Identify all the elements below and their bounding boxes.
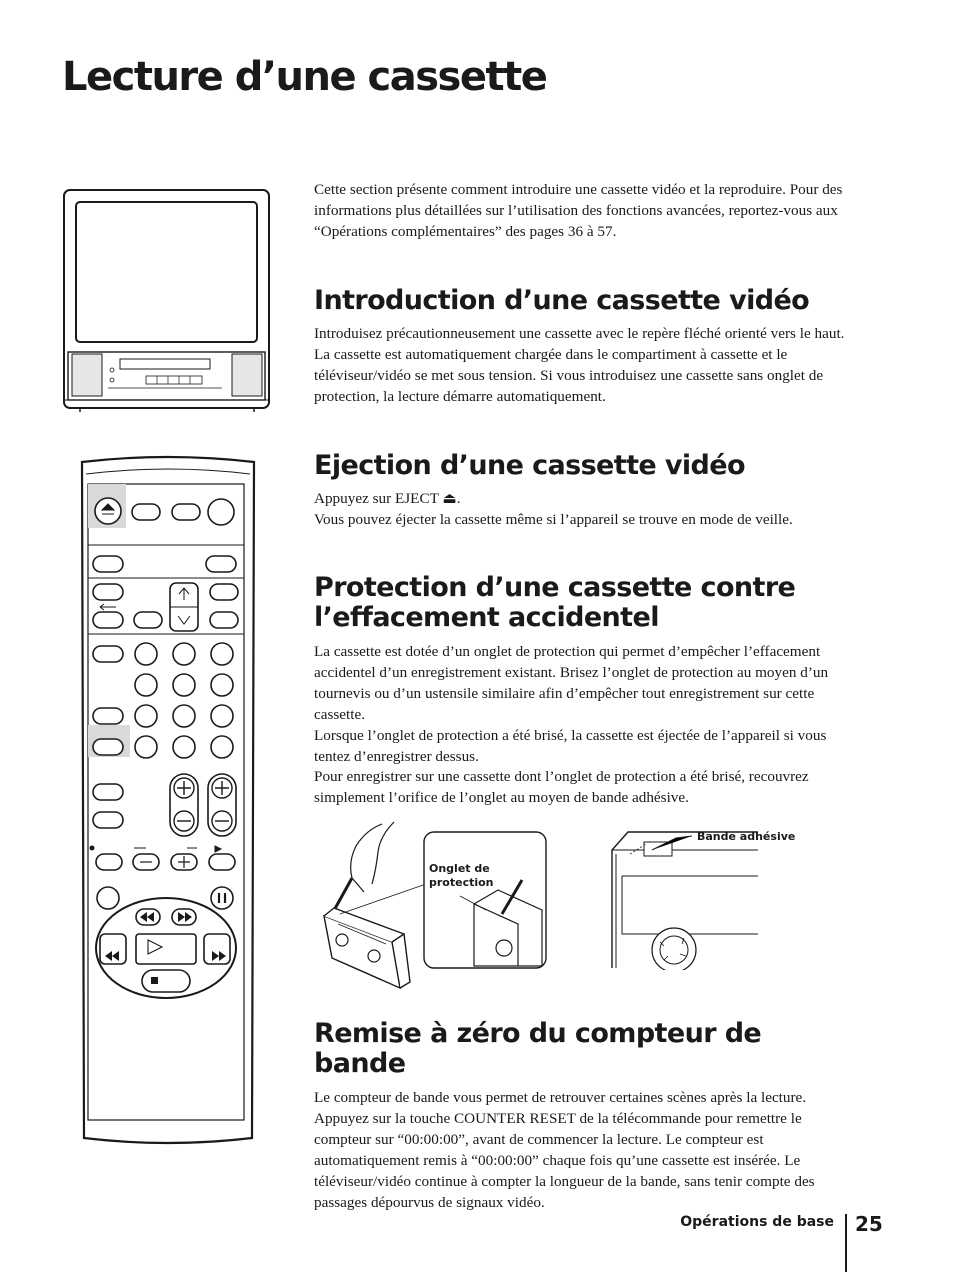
tab-label xyxy=(429,862,494,890)
heading-counter-line1: Remise à zéro du compteur de xyxy=(314,1018,762,1049)
tab-label-line2: protection xyxy=(429,876,494,889)
section-body-protection-para2: Lorsque l’onglet de protection a été brisé, la cassette est éjectée de l’appareil si vous tentez d’enregistrer dessus. xyxy=(314,726,827,765)
section-body-eject-line2: Vous pouvez éjecter la cassette même si l’appareil se trouve en mode de veille. xyxy=(314,510,793,528)
heading-counter-line2: bande xyxy=(314,1048,406,1079)
page-number: 25 xyxy=(855,1212,883,1236)
remote-control-illustration xyxy=(76,448,260,1152)
section-body-protection-para1: La cassette est dotée d’un onglet de protection qui permet d’empêcher l’effacement accidentel d’un enregistrement existant. Brisez l’onglet de protection au moyen d’un tournevis ou d’un ustensile similaire afin d’empêcher tout enregistrement sur cette cassette. xyxy=(314,643,829,723)
tv-vcr-illustration xyxy=(62,188,272,412)
heading-protection-line1: Protection d’une cassette contre xyxy=(314,572,796,603)
tab-label-line1: Onglet de xyxy=(429,862,490,875)
section-body-insert: Introduisez précautionneusement une cassette avec le repère fléché orienté vers le haut. La cassette est automatiquement chargée dans le compartiment à cassette et le téléviseur/vidéo se met sous tension. Si vous introduisez une cassette sans onglet de protection, la lecture démarre automatiquement. xyxy=(314,325,845,405)
section-heading-protection xyxy=(314,573,850,633)
section-heading-insert: Introduction d’une cassette vidéo xyxy=(314,285,810,316)
page-title: Lecture d’une cassette xyxy=(62,54,547,100)
footer-divider xyxy=(845,1214,847,1272)
cassette-tape-illustration xyxy=(606,824,762,970)
intro-paragraph: Cette section présente comment introduire une cassette vidéo et la reproduire. Pour des informations plus détaillées sur l’utilisation des fonctions avancées, reportez-vous aux “Opérations complémentaires” des pages 36 à 57. xyxy=(314,181,843,240)
footer-section-label: Opérations de base xyxy=(680,1214,834,1230)
heading-protection-line2: l’effacement accidentel xyxy=(314,602,659,633)
cassette-screwdriver-illustration xyxy=(318,818,554,1000)
section-body-eject-line1: Appuyez sur EJECT ⏏. xyxy=(314,490,461,507)
section-body-protection-para3: Pour enregistrer sur une cassette dont l’onglet de protection a été brisé, recouvrez simplement l’orifice de l’onglet au moyen de bande adhésive. xyxy=(314,768,809,807)
section-heading-eject: Ejection d’une cassette vidéo xyxy=(314,450,745,481)
tape-label: Bande adhésive xyxy=(697,830,796,843)
section-body-counter: Le compteur de bande vous permet de retrouver certaines scènes après la lecture. Appuyez sur la touche COUNTER RESET de la télécommande pour remettre le compteur sur “00:00:00”, avant de commencer la lecture. Le compteur est automatiquement remis à “00:00:00” chaque fois qu’une cassette est insérée. Le téléviseur/vidéo continue à compter la longueur de la bande, sans tenir compte des passages dépourvus de signaux vidéo. xyxy=(314,1089,815,1211)
section-heading-counter xyxy=(314,1019,850,1079)
